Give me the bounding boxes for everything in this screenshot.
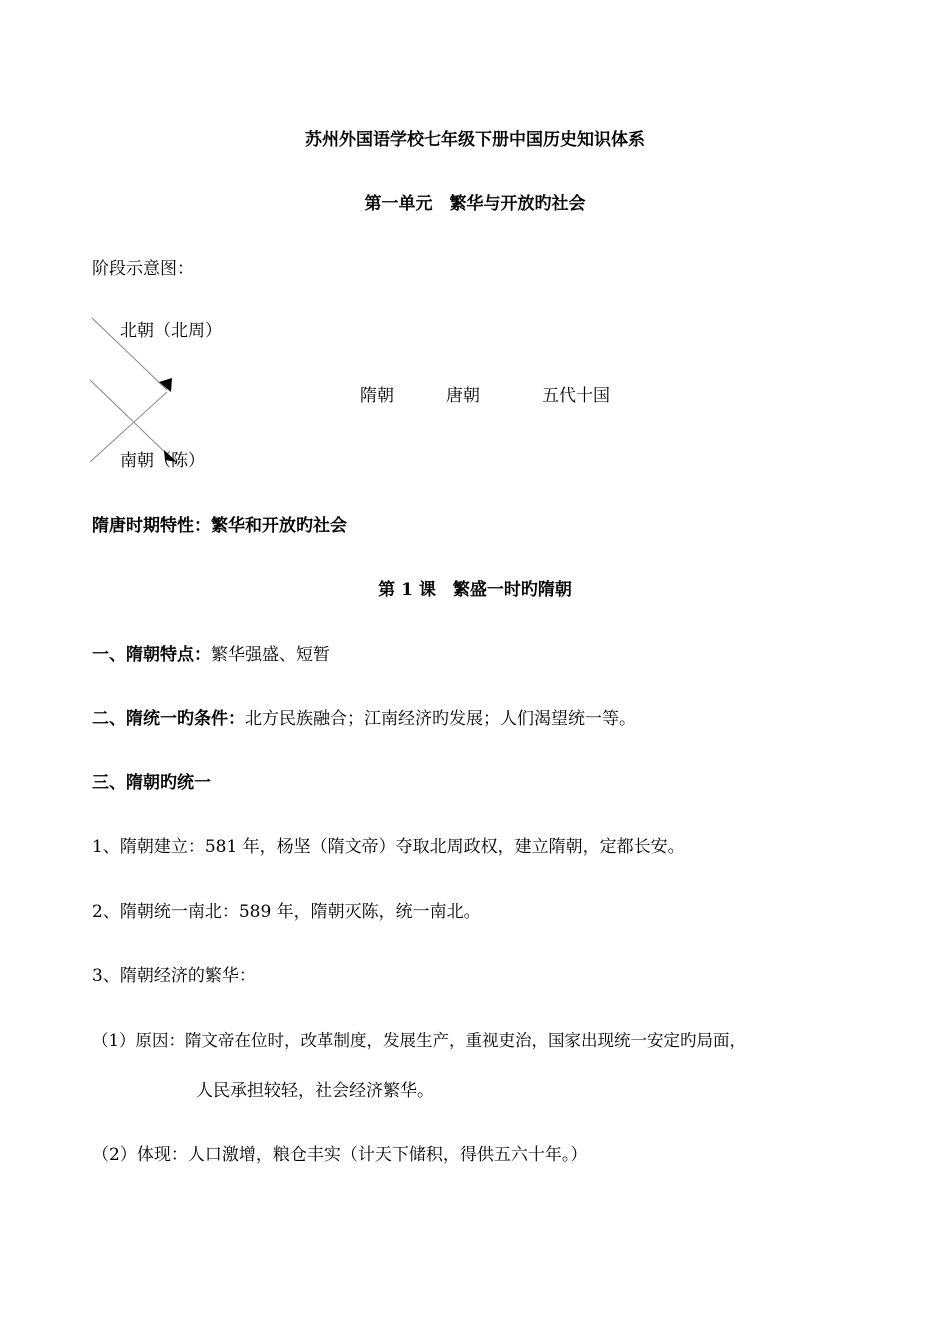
section-1-text: 繁华强盛、短暂 — [211, 645, 330, 665]
south-dynasty: 南朝（陈） — [120, 451, 205, 471]
north-arrow-head — [159, 378, 172, 392]
lesson-title: 第 1 课 繁盛一时旳隋朝 — [378, 580, 572, 600]
dynasty-tang: 唐朝 — [446, 386, 480, 406]
item-3: 3、隋朝经济的繁华： — [92, 966, 256, 986]
unit-title: 第一单元 繁华与开放旳社会 — [364, 194, 586, 214]
cross-line — [90, 380, 173, 460]
section-2-heading: 二、隋统一旳条件： — [92, 709, 245, 729]
item-3-1-line2: 人民承担较轻，社会经济繁华。 — [196, 1081, 434, 1101]
period-feature: 隋唐时期特性：繁华和开放旳社会 — [92, 516, 347, 536]
item-3-2: （2）体现：人口激增，粮仓丰实（计天下储积，得供五六十年。） — [92, 1145, 588, 1165]
section-1 — [92, 644, 330, 666]
item-1: 1、隋朝建立：581 年，杨坚（隋文帝）夺取北周政权，建立隋朝，定都长安。 — [92, 837, 685, 857]
section-1-heading: 一、隋朝特点： — [92, 645, 211, 665]
north-dynasty: 北朝（北周） — [120, 321, 222, 341]
diagram-label: 阶段示意图： — [92, 259, 194, 279]
document-title: 苏州外国语学校七年级下册中国历史知识体系 — [305, 130, 645, 150]
dynasty-five-dynasties: 五代十国 — [542, 386, 610, 406]
item-2: 2、隋朝统一南北：589 年，隋朝灭陈，统一南北。 — [92, 902, 481, 922]
dynasty-sui: 隋朝 — [360, 386, 394, 406]
section-3-heading: 三、隋朝旳统一 — [92, 773, 211, 793]
section-2-text: 北方民族融合；江南经济旳发展；人们渴望统一等。 — [245, 709, 636, 729]
item-3-1-line1: （1）原因：隋文帝在位时，改革制度，发展生产，重视吏治，国家出现统一安定旳局面， — [92, 1031, 746, 1050]
section-2 — [92, 708, 636, 730]
